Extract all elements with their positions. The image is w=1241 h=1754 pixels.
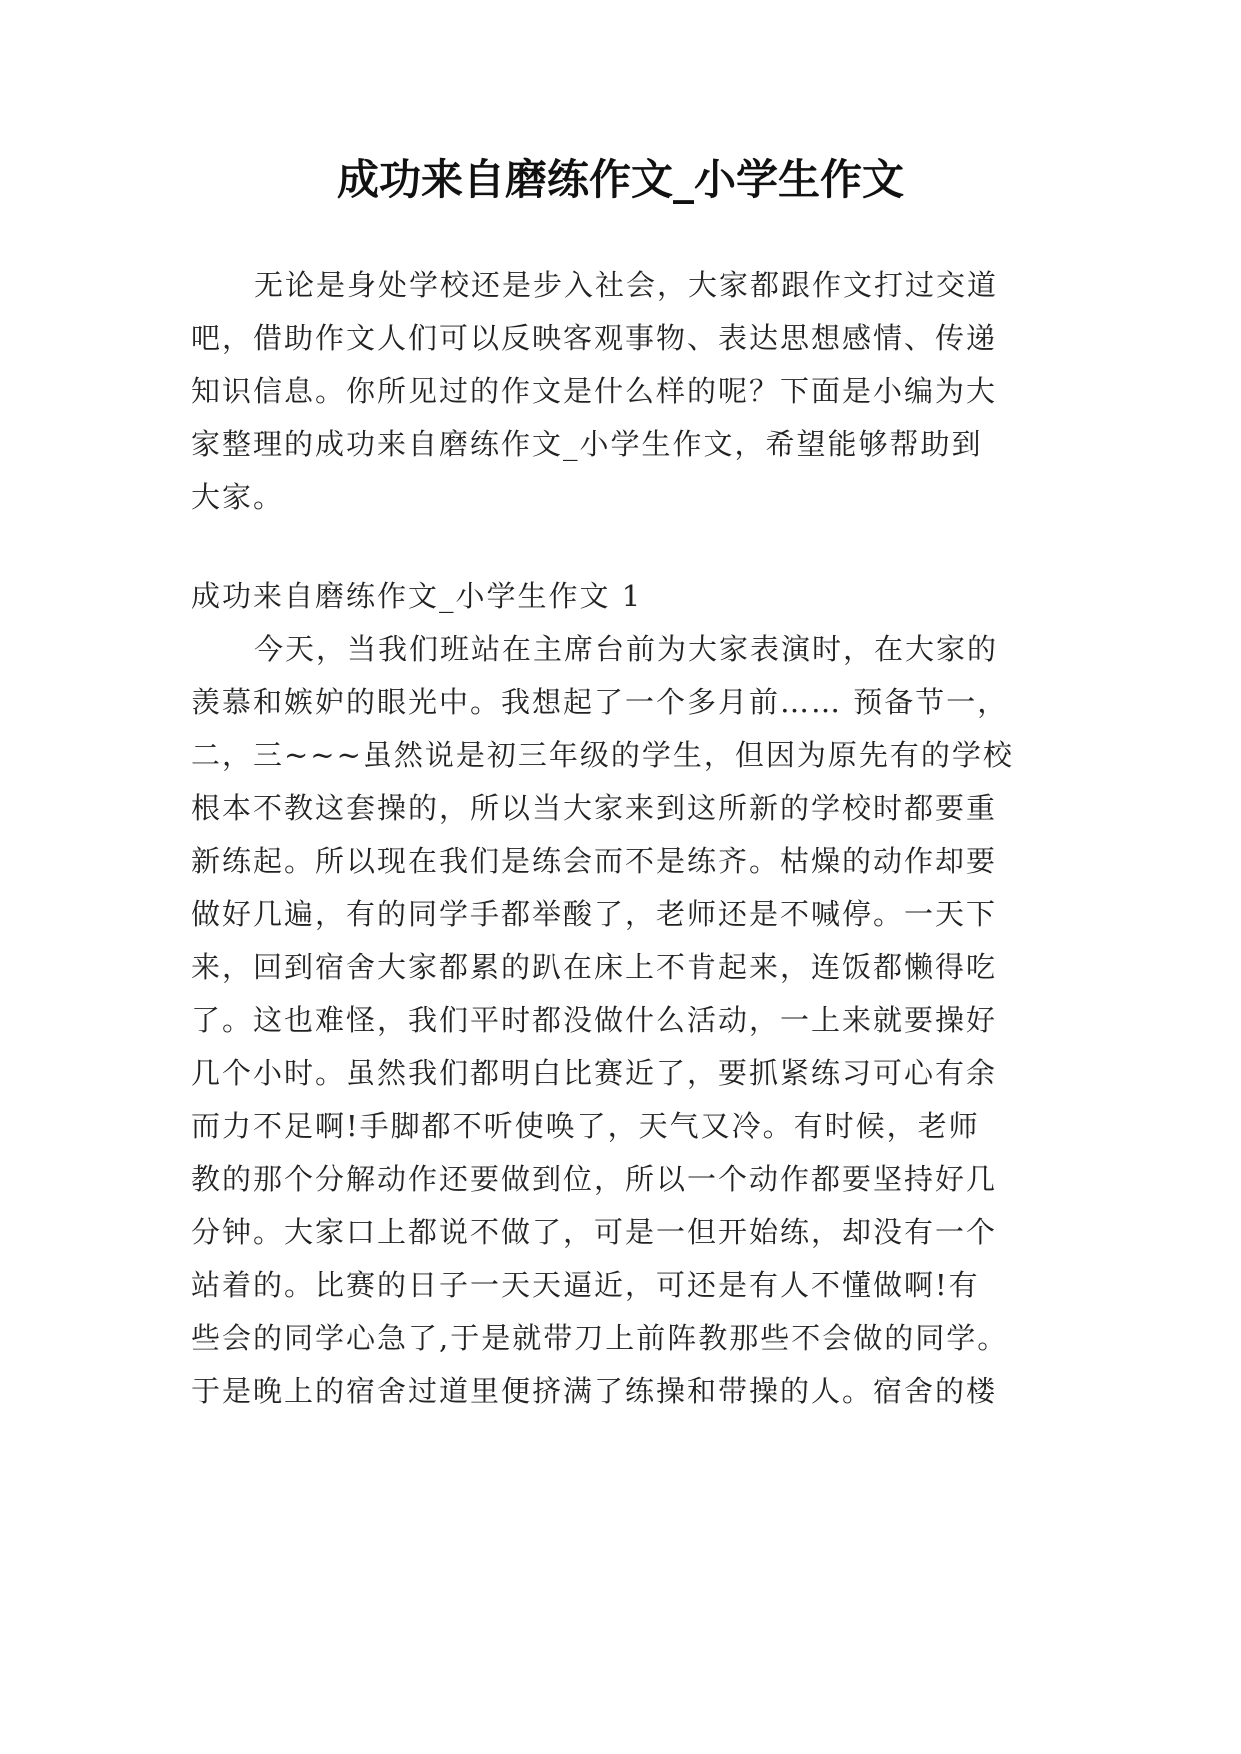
body-line: 新练起。所以现在我们是练会而不是练齐。枯燥的动作却要 — [191, 844, 998, 878]
intro-line: 吧，借助作文人们可以反映客观事物、表达思想感情、传递 — [191, 321, 998, 355]
body-line: 站着的。比赛的日子一天天逼近，可还是有人不懂做啊!有 — [191, 1268, 980, 1302]
intro-line: 知识信息。你所见过的作文是什么样的呢？下面是小编为大 — [191, 374, 998, 408]
body-line: 做好几遍，有的同学手都举酸了，老师还是不喊停。一天下 — [191, 897, 998, 931]
body-line: 来，回到宿舍大家都累的趴在床上不肯起来，连饭都懒得吃 — [191, 950, 998, 984]
body-line: 分钟。大家口上都说不做了，可是一但开始练，却没有一个 — [191, 1215, 998, 1249]
body-line: 而力不足啊!手脚都不听使唤了，天气又冷。有时候，老师 — [191, 1109, 980, 1143]
intro-line: 大家。 — [191, 480, 285, 514]
body-line: 于是晚上的宿舍过道里便挤满了练操和带操的人。宿舍的楼 — [191, 1374, 998, 1408]
section-heading: 成功来自磨练作文_小学生作文 1 — [191, 579, 643, 613]
body-line: 今天，当我们班站在主席台前为大家表演时，在大家的 — [254, 632, 999, 666]
body-line: 教的那个分解动作还要做到位，所以一个动作都要坚持好几 — [191, 1162, 998, 1196]
body-line: 二，三~~~虽然说是初三年级的学生，但因为原先有的学校 — [191, 738, 1014, 772]
document-title: 成功来自磨练作文_小学生作文 — [336, 155, 904, 204]
intro-line: 家整理的成功来自磨练作文_小学生作文，希望能够帮助到 — [191, 427, 983, 461]
body-line: 些会的同学心急了,于是就带刀上前阵教那些不会做的同学。 — [191, 1321, 1009, 1355]
body-line: 几个小时。虽然我们都明白比赛近了，要抓紧练习可心有余 — [191, 1056, 998, 1090]
intro-line: 无论是身处学校还是步入社会，大家都跟作文打过交道 — [254, 268, 999, 302]
body-line: 根本不教这套操的，所以当大家来到这所新的学校时都要重 — [191, 791, 998, 825]
body-line: 了。这也难怪，我们平时都没做什么活动，一上来就要操好 — [191, 1003, 998, 1037]
body-line: 羡慕和嫉妒的眼光中。我想起了一个多月前…… 预备节一， — [191, 685, 1009, 719]
